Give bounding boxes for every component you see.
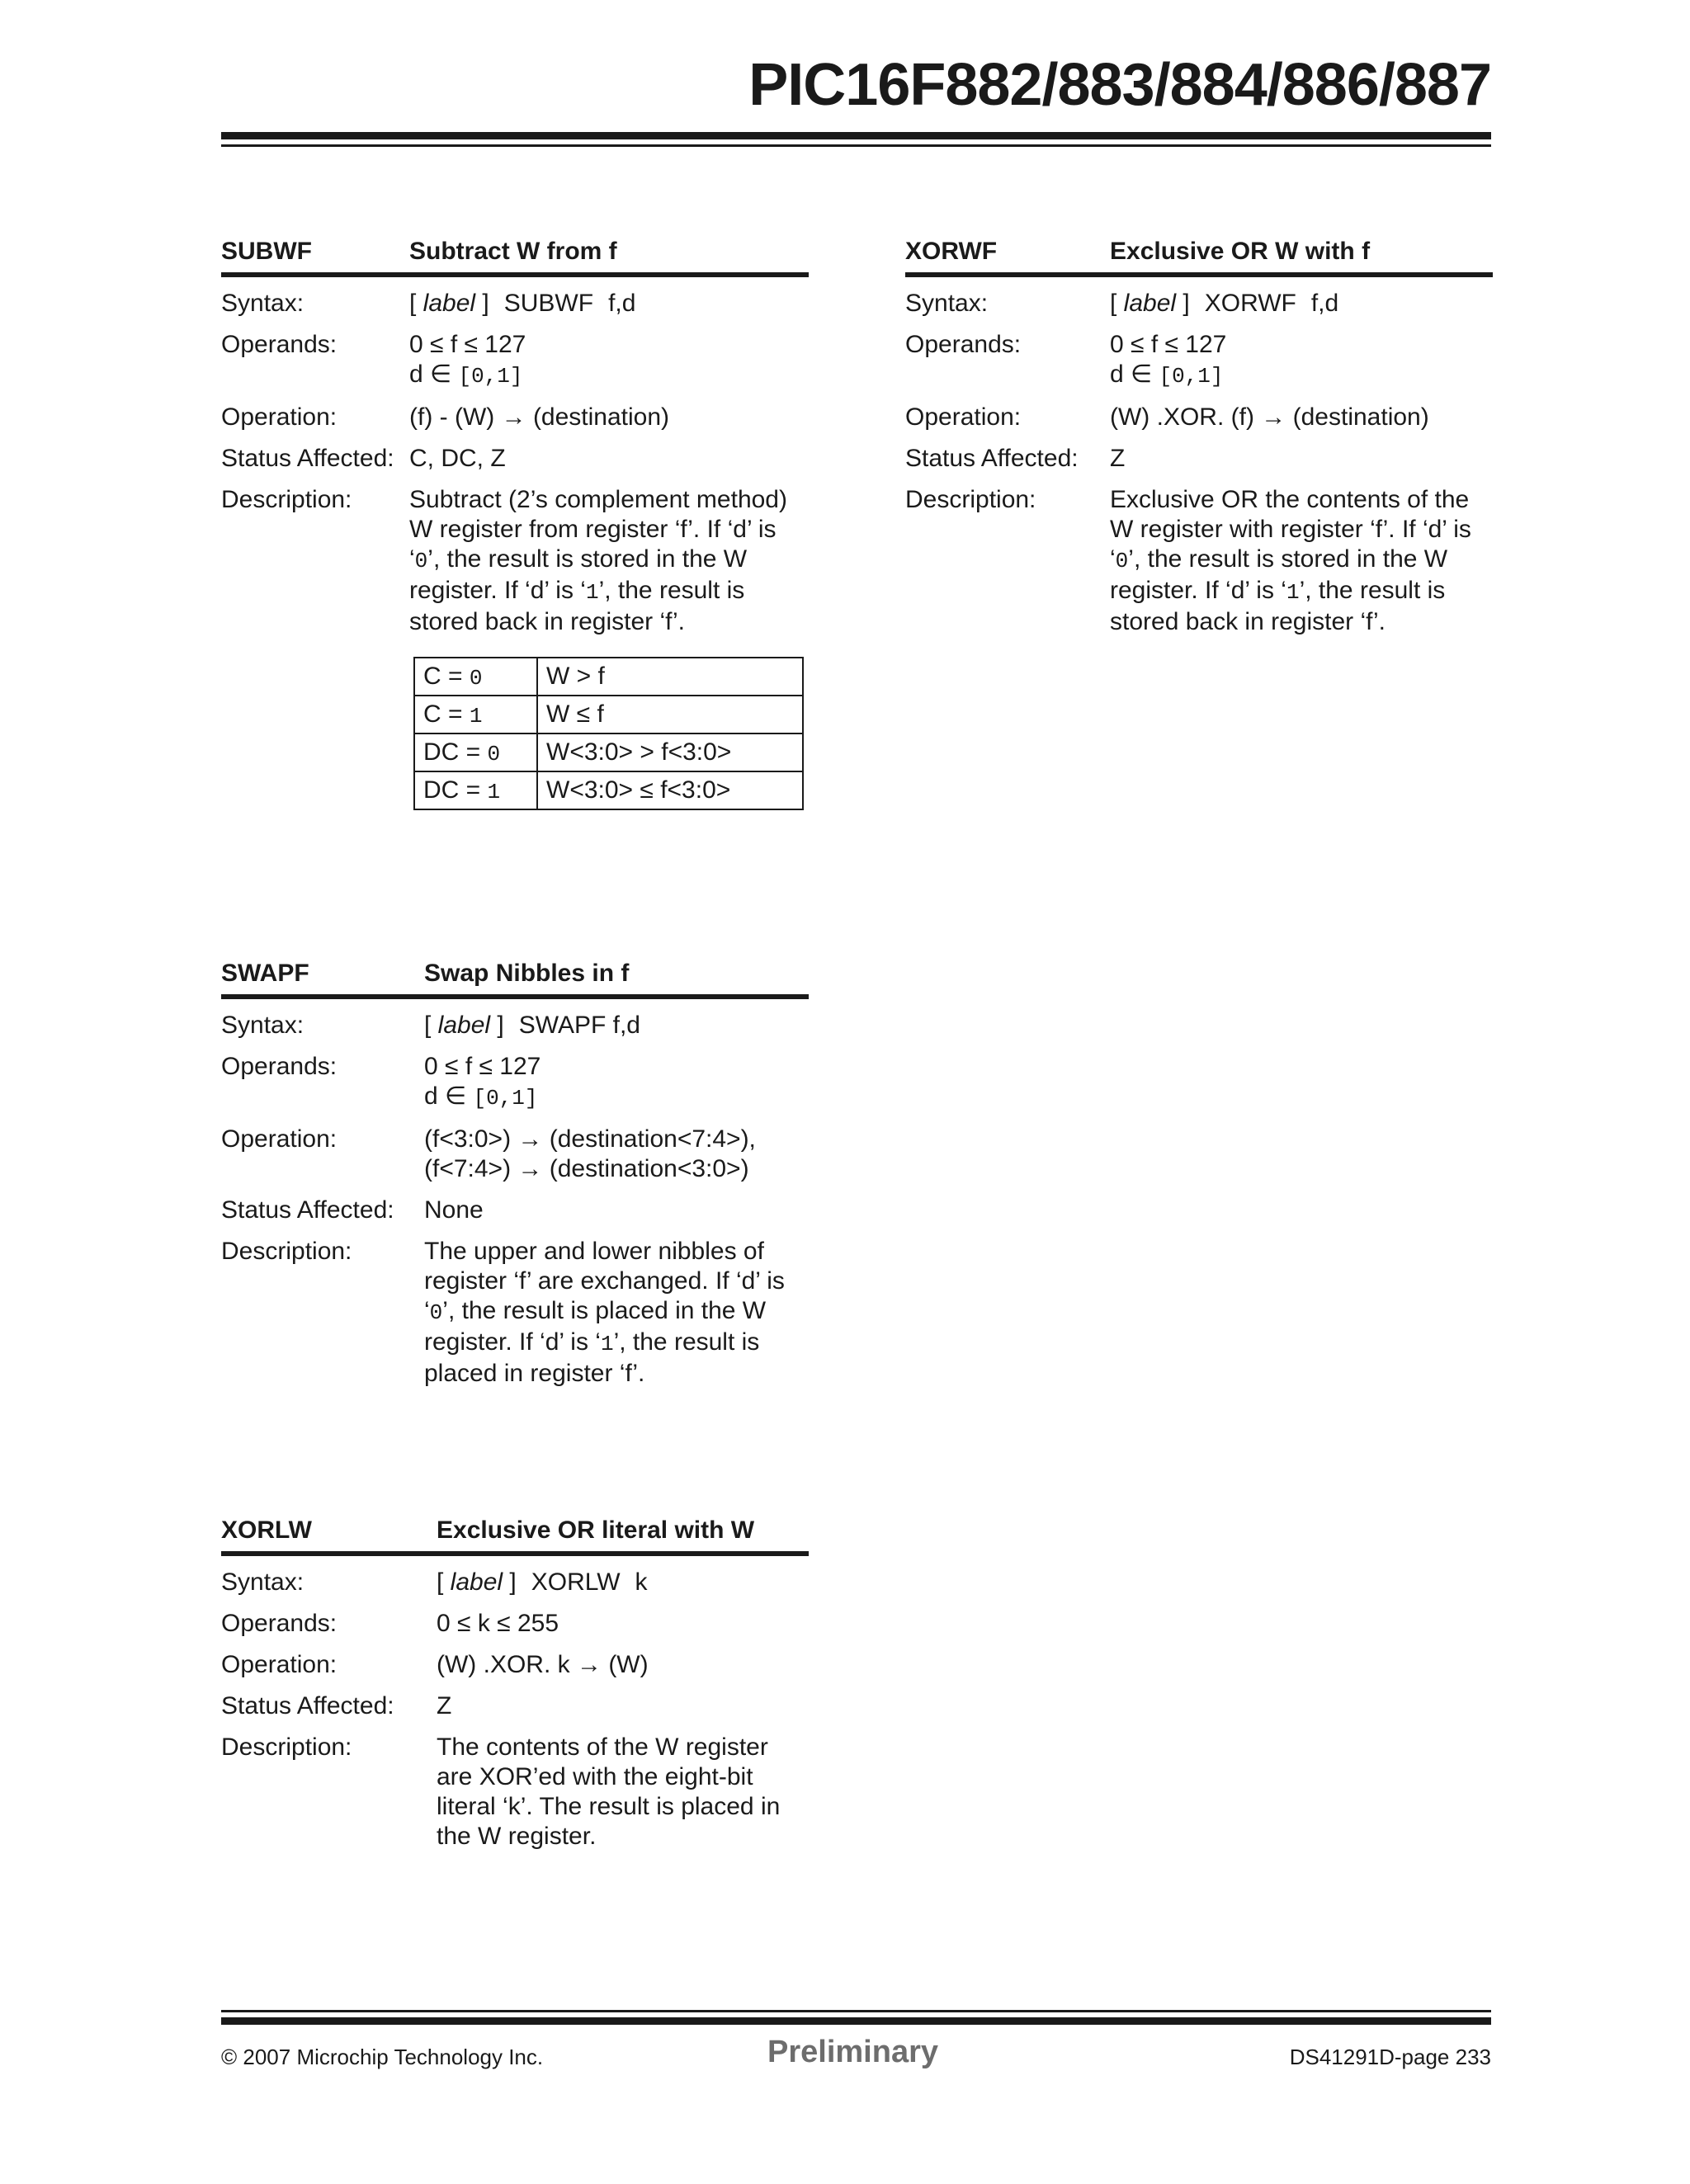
table-row [414, 696, 803, 734]
description-line: The contents of the W register [437, 1734, 768, 1761]
syntax-row [221, 289, 809, 318]
preliminary-status: Preliminary [767, 2035, 938, 2069]
description-row [221, 1733, 809, 1851]
syntax-value: [ label ] SUBWF f,d [409, 290, 636, 317]
instruction-xorwf [905, 238, 1493, 637]
syntax-label: Syntax: [221, 290, 304, 317]
desc-text: register. If ‘d’ is ‘ [1110, 577, 1286, 604]
instruction-rule [905, 272, 1493, 277]
operands-value [409, 330, 809, 391]
operand-f-range: 0 ≤ f ≤ 127 [409, 331, 526, 358]
description-line [409, 545, 809, 576]
operation-value: (f) - (W) → (destination) [409, 403, 670, 431]
table-row [414, 771, 803, 809]
syntax-args: k [635, 1568, 648, 1596]
operand-d-values: [0,1] [1159, 364, 1224, 389]
operand-d-prefix: d ∈ [424, 1083, 474, 1110]
status-value: Z [1110, 445, 1126, 472]
instruction-title: Subtract W from f [409, 238, 617, 265]
instruction-title: Exclusive OR literal with W [437, 1517, 755, 1544]
flag-bit: 0 [487, 742, 501, 767]
description-line: W register from register ‘f’. If ‘d’ is [409, 516, 777, 543]
syntax-opcode: SWAPF f,d [518, 1012, 640, 1039]
flag-bit: 1 [469, 704, 483, 729]
page-number: DS41291D-page 233 [1289, 2045, 1491, 2069]
syntax-label-arg: label [450, 1568, 503, 1596]
instruction-subwf [221, 238, 809, 810]
description-label: Description: [221, 1734, 352, 1761]
syntax-label: Syntax: [221, 1012, 304, 1039]
footer-rule-thick [221, 2017, 1491, 2025]
desc-text: ’, the result is [1299, 577, 1446, 604]
table-cell-condition: W ≤ f [537, 696, 803, 734]
operand-d-values: [0,1] [458, 364, 523, 389]
operand-d-prefix: d ∈ [409, 361, 459, 388]
flag-name: C = [423, 700, 470, 728]
status-value: C, DC, Z [409, 445, 506, 472]
operand-f-range: 0 ≤ f ≤ 127 [1110, 331, 1227, 358]
status-label: Status Affected: [221, 1196, 394, 1224]
desc-code: 1 [1286, 580, 1300, 605]
syntax-value: [ label ] SWAPF f,d [424, 1012, 640, 1039]
desc-text: ‘ [424, 1297, 430, 1324]
instruction-rule [221, 994, 809, 999]
table-row [414, 734, 803, 771]
operation-row [221, 1125, 809, 1184]
syntax-value: [ label ] XORLW k [437, 1568, 648, 1596]
desc-text: ‘ [1110, 545, 1116, 573]
status-row [221, 1691, 809, 1721]
desc-text: ’, the result is stored in the W [427, 545, 748, 573]
operands-label: Operands: [221, 1053, 338, 1080]
operation-value: (W) .XOR. (f) → (destination) [1110, 403, 1429, 431]
page-title: PIC16F882/883/884/886/887 [748, 52, 1491, 118]
operation-row [221, 403, 809, 432]
description-line: the W register. [437, 1823, 597, 1850]
status-row [221, 1196, 809, 1225]
description-line [424, 1296, 809, 1328]
desc-text: ‘ [409, 545, 415, 573]
instruction-header [905, 238, 1493, 271]
description-line: stored back in register ‘f’. [409, 608, 686, 635]
operand-d-set [1110, 360, 1493, 391]
status-label: Status Affected: [221, 1692, 394, 1719]
description-line: stored back in register ‘f’. [1110, 608, 1386, 635]
status-value: Z [437, 1692, 452, 1719]
syntax-row [905, 289, 1493, 318]
description-value [1110, 485, 1493, 637]
syntax-row [221, 1568, 809, 1597]
desc-text: ’, the result is stored in the W [1128, 545, 1448, 573]
operand-k-range: 0 ≤ k ≤ 255 [437, 1610, 559, 1637]
description-line [1110, 545, 1493, 576]
carry-condition-table [413, 657, 804, 810]
status-row [905, 444, 1493, 474]
description-label: Description: [221, 1238, 352, 1265]
operation-value [424, 1125, 809, 1184]
operands-row [221, 330, 809, 391]
table-cell-flag [414, 734, 537, 771]
operand-d-prefix: d ∈ [1110, 361, 1159, 388]
desc-code: 0 [429, 1300, 443, 1325]
table-cell-condition: W<3:0> ≤ f<3:0> [537, 771, 803, 809]
instruction-title: Swap Nibbles in f [424, 960, 630, 987]
operation-line: (f<7:4>) → (destination<3:0>) [424, 1155, 749, 1182]
flag-name: DC = [423, 738, 488, 766]
operands-label: Operands: [221, 331, 338, 358]
desc-code: 0 [414, 549, 428, 573]
header-rule-thin [221, 144, 1491, 147]
syntax-args: f,d [1310, 290, 1339, 317]
instruction-header [221, 238, 809, 271]
instruction-header [221, 1517, 809, 1550]
description-label: Description: [905, 486, 1036, 513]
description-line: are XOR’ed with the eight-bit [437, 1763, 753, 1790]
description-value [409, 485, 809, 637]
description-line [1110, 576, 1493, 607]
syntax-label-arg: label [422, 290, 476, 317]
desc-text: ’, the result is placed in the W [442, 1297, 767, 1324]
desc-code: 0 [1115, 549, 1129, 573]
description-line [409, 576, 809, 607]
desc-text: ’, the result is [613, 1328, 760, 1356]
table-cell-flag [414, 771, 537, 809]
status-value: None [424, 1196, 484, 1224]
instruction-rule [221, 272, 809, 277]
instruction-mnemonic: SWAPF [221, 960, 309, 987]
desc-code: 1 [585, 580, 599, 605]
flag-name: C = [423, 663, 470, 690]
flag-bit: 0 [469, 666, 483, 691]
table-cell-condition: W > f [537, 658, 803, 696]
instruction-mnemonic: XORWF [905, 238, 998, 265]
status-label: Status Affected: [905, 445, 1079, 472]
operands-value [1110, 330, 1493, 391]
table-cell-condition: W<3:0> > f<3:0> [537, 734, 803, 771]
syntax-opcode: XORWF [1204, 290, 1296, 317]
operation-row [905, 403, 1493, 432]
operands-row [221, 1052, 809, 1113]
description-row [221, 485, 809, 637]
instruction-mnemonic: XORLW [221, 1517, 312, 1544]
operation-label: Operation: [905, 403, 1022, 431]
desc-text: register. If ‘d’ is ‘ [409, 577, 586, 604]
description-row [905, 485, 1493, 637]
syntax-opcode: XORLW [531, 1568, 621, 1596]
operands-value [424, 1052, 809, 1113]
operation-label: Operation: [221, 403, 338, 431]
table-cell-flag [414, 696, 537, 734]
operands-label: Operands: [221, 1610, 338, 1637]
description-line: Subtract (2’s complement method) [409, 486, 787, 513]
syntax-label-arg: label [437, 1012, 491, 1039]
operation-label: Operation: [221, 1125, 338, 1153]
operands-label: Operands: [905, 331, 1022, 358]
status-label: Status Affected: [221, 445, 394, 472]
description-value [437, 1733, 809, 1851]
operation-row [221, 1650, 809, 1680]
flag-bit: 1 [487, 780, 501, 804]
table-row [414, 658, 803, 696]
description-line: The upper and lower nibbles of [424, 1238, 764, 1265]
flag-name: DC = [423, 776, 488, 804]
status-row [221, 444, 809, 474]
operation-line: (f<3:0>) → (destination<7:4>), [424, 1125, 756, 1153]
operand-d-set [409, 360, 809, 391]
description-label: Description: [221, 486, 352, 513]
description-line [424, 1328, 809, 1359]
instruction-swapf [221, 960, 809, 1389]
instruction-xorlw [221, 1517, 809, 1851]
instruction-rule [221, 1551, 809, 1556]
syntax-label-arg: label [1123, 290, 1177, 317]
description-line: register ‘f’ are exchanged. If ‘d’ is [424, 1267, 785, 1295]
description-line: Exclusive OR the contents of the [1110, 486, 1470, 513]
header-rule-thick [221, 132, 1491, 139]
syntax-label: Syntax: [905, 290, 989, 317]
table-cell-flag [414, 658, 537, 696]
description-line: placed in register ‘f’. [424, 1360, 645, 1387]
operands-row [221, 1609, 809, 1639]
footer-rule-thin [221, 2010, 1491, 2012]
syntax-opcode: SUBWF [503, 290, 594, 317]
syntax-label: Syntax: [221, 1568, 304, 1596]
description-value [424, 1237, 809, 1389]
syntax-args: f,d [608, 290, 636, 317]
operands-row [905, 330, 1493, 391]
operand-d-values: [0,1] [473, 1086, 538, 1111]
syntax-row [221, 1011, 809, 1040]
instruction-mnemonic: SUBWF [221, 238, 312, 265]
operand-d-set [424, 1082, 809, 1113]
operation-value: (W) .XOR. k → (W) [437, 1651, 649, 1678]
description-line: literal ‘k’. The result is placed in [437, 1793, 781, 1820]
instruction-header [221, 960, 809, 993]
desc-text: ’, the result is [598, 577, 745, 604]
operand-f-range: 0 ≤ f ≤ 127 [424, 1053, 541, 1080]
description-row [221, 1237, 809, 1389]
instruction-title: Exclusive OR W with f [1110, 238, 1371, 265]
operation-label: Operation: [221, 1651, 338, 1678]
description-line: W register with register ‘f’. If ‘d’ is [1110, 516, 1471, 543]
copyright-notice: © 2007 Microchip Technology Inc. [221, 2045, 544, 2069]
desc-text: register. If ‘d’ is ‘ [424, 1328, 601, 1356]
desc-code: 1 [600, 1332, 614, 1356]
syntax-value: [ label ] XORWF f,d [1110, 290, 1339, 317]
